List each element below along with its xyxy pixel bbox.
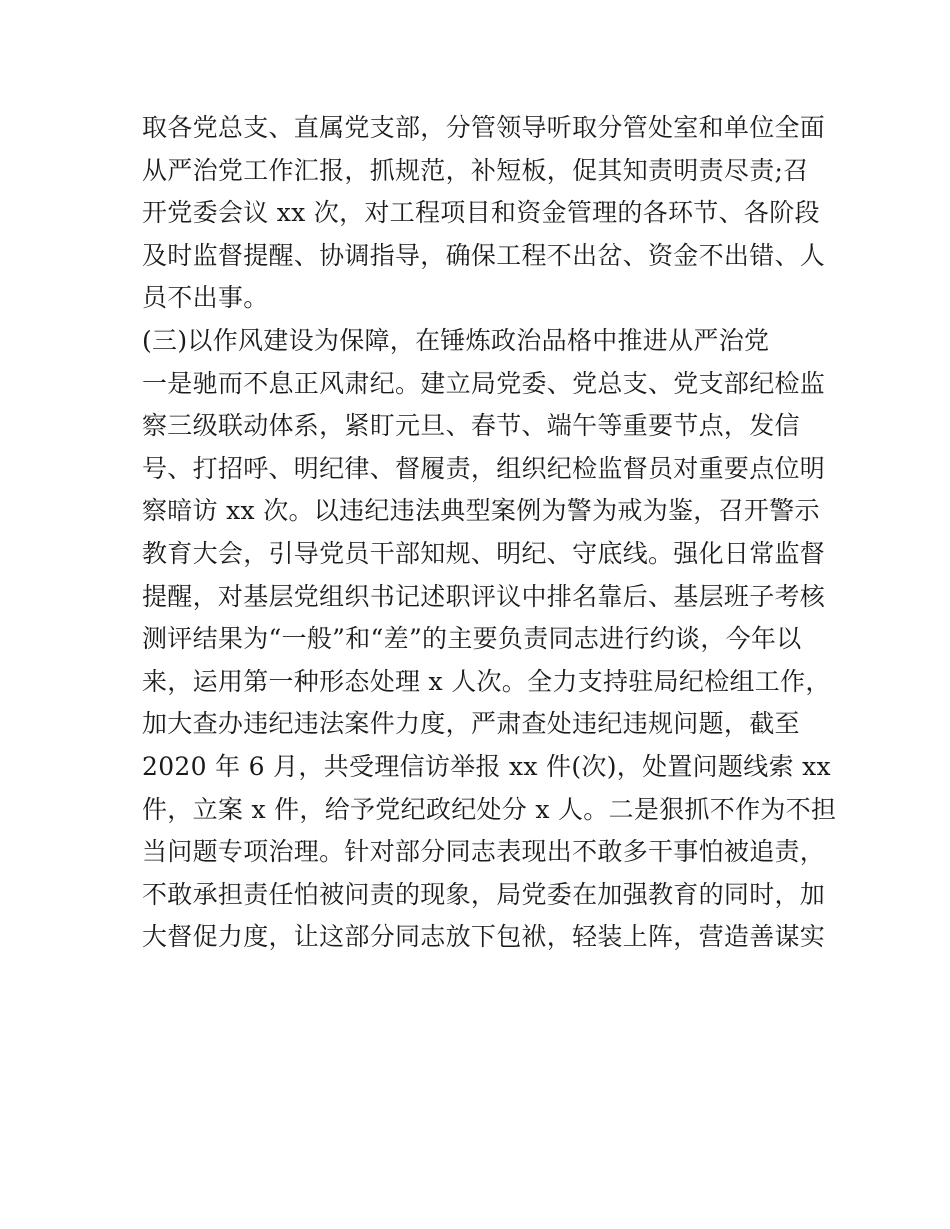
section-heading: (三)以作风建设为保障，在锤炼政治品格中推进从严治党 xyxy=(142,325,770,355)
text-line: 来，运用第一种形态处理 x 人次。全力支持驻局纪检组工作， xyxy=(142,666,831,696)
text-line: 测评结果为“一般”和“差”的主要负责同志进行约谈，今年以 xyxy=(142,624,802,654)
text-line: 察暗访 xx 次。以违纪违法典型案例为警为戒为鉴，召开警示 xyxy=(142,496,820,526)
text-line: 察三级联动体系，紧盯元旦、春节、端午等重要节点，发信 xyxy=(142,411,800,441)
text-line: 及时监督提醒、协调指导，确保工程不出岔、资金不出错、人 xyxy=(142,240,826,270)
text-line: 大督促力度，让这部分同志放下包袱，轻装上阵，营造善谋实 xyxy=(142,922,826,952)
text-line: 员不出事。 xyxy=(142,283,269,313)
text-line: 加大查办违纪违法案件力度，严肃查处违纪违规问题，截至 xyxy=(142,709,800,739)
text-line: 提醒，对基层党组织书记述职评议中排名靠后、基层班子考核 xyxy=(142,581,826,611)
text-line: 当问题专项治理。针对部分同志表现出不敢多干事怕被追责， xyxy=(142,837,826,867)
text-line: 号、打招呼、明纪律、督履责，组织纪检监督员对重要点位明 xyxy=(142,453,826,483)
text-line: 件，立案 x 件，给予党纪政纪处分 x 人。二是狠抓不作为不担 xyxy=(142,794,837,824)
body-text xyxy=(142,107,837,959)
text-line: 2020 年 6 月，共受理信访举报 xx 件(次)，处置问题线索 xx xyxy=(142,751,831,781)
text-line: 不敢承担责任怕被问责的现象，局党委在加强教育的同时，加 xyxy=(142,879,826,909)
text-line: 从严治党工作汇报，抓规范，补短板，促其知责明责尽责;召 xyxy=(142,155,809,185)
text-line: 开党委会议 xx 次，对工程项目和资金管理的各环节、各阶段 xyxy=(142,198,820,228)
text-line: 取各党总支、直属党支部，分管领导听取分管处室和单位全面 xyxy=(142,113,826,142)
text-line: 一是驰而不息正风肃纪。建立局党委、党总支、党支部纪检监 xyxy=(142,368,826,398)
text-line: 教育大会，引导党员干部知规、明纪、守底线。强化日常监督 xyxy=(142,538,826,568)
